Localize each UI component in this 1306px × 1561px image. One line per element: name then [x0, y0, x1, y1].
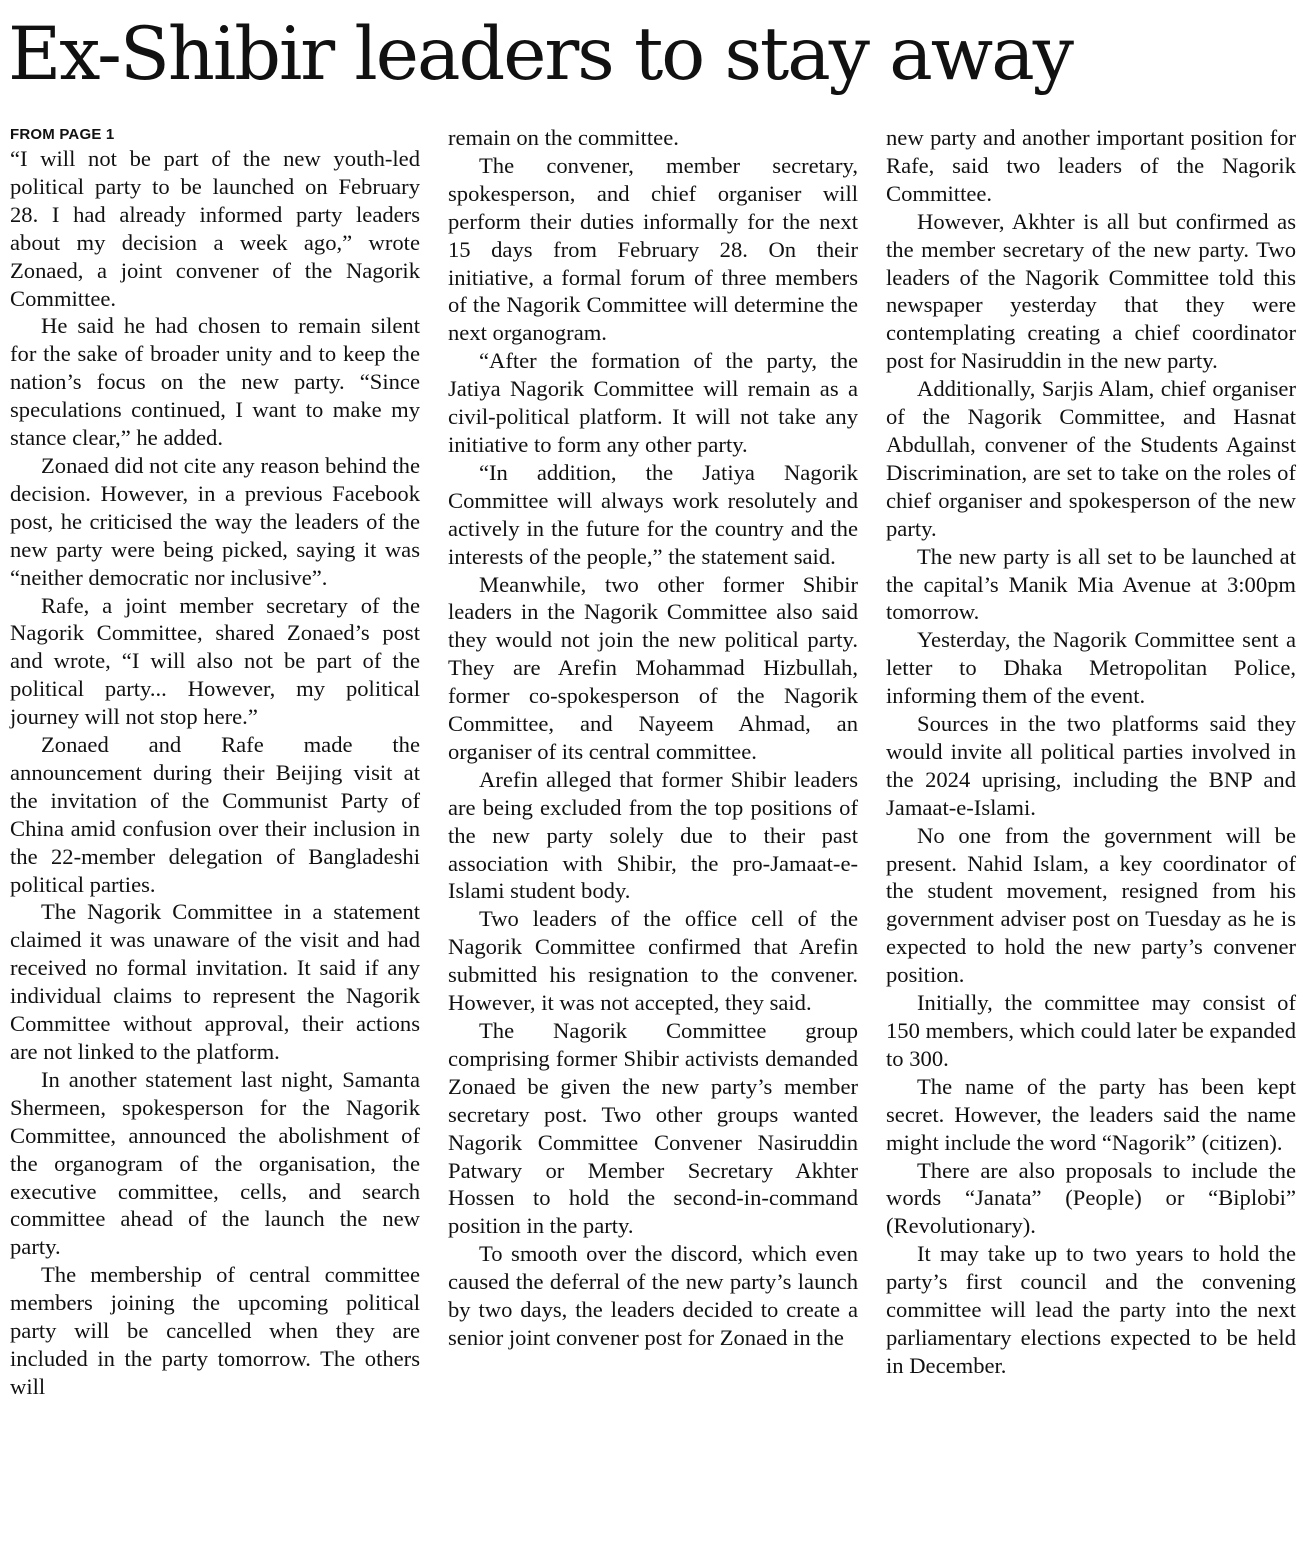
paragraph: The convener, member secretary, spokesperson, and chief organiser will perform their duties informally for the next 15 days from February 28. On their initiative, a formal forum of three members of the Nagorik Committee will determine the next organogram. — [448, 152, 858, 346]
paragraph: Arefin alleged that former Shibir leaders are being excluded from the top positions of the new party solely due to their past association with Shibir, the pro-Jamaat-e-Islami student body. — [448, 766, 858, 904]
paragraph: The membership of central committee members joining the upcoming political party will be cancelled when they are included in the party tomorrow. The others will — [10, 1262, 420, 1399]
paragraph: Zonaed and Rafe made the announcement during their Beijing visit at the invitation of the Communist Party of China amid confusion over their inclusion in the 22-member delegation of Bangladeshi political parties. — [10, 732, 420, 897]
paragraph: The name of the party has been kept secret. However, the leaders said the name might include the word “Nagorik” (citizen). — [886, 1073, 1296, 1155]
paragraph: Two leaders of the office cell of the Nagorik Committee confirmed that Arefin submitted his resignation to the convener. However, it was not accepted, they said. — [448, 906, 858, 1016]
paragraph: Yesterday, the Nagorik Committee sent a letter to Dhaka Metropolitan Police, informing them of the event. — [886, 627, 1296, 709]
dateline: FROM PAGE 1 — [10, 126, 115, 143]
paragraph: To smooth over the discord, which even caused the deferral of the new party’s launch by two days, the leaders decided to create a senior joint convener post for Zonaed in the — [448, 1241, 858, 1350]
article-column-1 — [10, 124, 420, 1401]
article-column-3 — [886, 124, 1296, 1380]
paragraph-continued: remain on the committee. — [448, 125, 679, 150]
paragraph: “In addition, the Jatiya Nagorik Committee will always work resolutely and actively in the future for the country and the interests of the people,” the statement said. — [448, 459, 858, 569]
paragraph: In another statement last night, Samanta Shermeen, spokesperson for the Nagorik Committee, announced the abolishment of the organogram of the organisation, the executive committee, cells, and search committee ahead of the launch the new party. — [10, 1066, 420, 1260]
paragraph: It may take up to two years to hold the party’s first council and the convening committee will lead the party into the next parliamentary elections expected to be held in December. — [886, 1241, 1296, 1378]
article-column-2 — [448, 124, 858, 1352]
paragraph: Meanwhile, two other former Shibir leaders in the Nagorik Committee also said they would not join the new political party. They are Arefin Mohammad Hizbullah, former co-spokesperson of the Nagorik Committee, and Nayeem Ahmad, an organiser of its central committee. — [448, 571, 858, 764]
paragraph: Initially, the committee may consist of 150 members, which could later be expanded to 300. — [886, 990, 1296, 1071]
paragraph: Sources in the two platforms said they would invite all political parties involved in the 2024 uprising, including the BNP and Jamaat-e-Islami. — [886, 711, 1296, 820]
paragraph: The Nagorik Committee in a statement claimed it was unaware of the visit and had received no formal invitation. It said if any individual claims to represent the Nagorik Committee without approval, their actions are not linked to the platform. — [10, 899, 420, 1064]
paragraph: He said he had chosen to remain silent for the sake of broader unity and to keep the nation’s focus on the new party. “Since speculations continued, I want to make my stance clear,” he added. — [10, 313, 420, 451]
paragraph: Zonaed did not cite any reason behind the decision. However, in a previous Facebook post, he criticised the way the leaders of the new party were being picked, saying it was “neither democratic nor inclusive”. — [10, 452, 420, 590]
paragraph: However, Akhter is all but confirmed as the member secretary of the new party. Two leaders of the Nagorik Committee told this newspaper yesterday that they were contemplating creating a chief coordinator post for Nasiruddin in the new party. — [886, 208, 1296, 374]
paragraph: “After the formation of the party, the Jatiya Nagorik Committee will remain as a civil-political platform. It will not take any initiative to form any other party. — [448, 348, 858, 457]
paragraph: There are also proposals to include the words “Janata” (People) or “Biplobi” (Revolutionary). — [886, 1157, 1296, 1239]
paragraph: The new party is all set to be launched at the capital’s Manik Mia Avenue at 3:00pm tomorrow. — [886, 543, 1296, 625]
paragraph: The Nagorik Committee group comprising former Shibir activists demanded Zonaed be given the new party’s member secretary post. Two other groups wanted Nagorik Committee Convener Nasiruddin Patwary or Member Secretary Akhter Hossen to hold the second-in-command position in the party. — [448, 1018, 858, 1239]
paragraph: Additionally, Sarjis Alam, chief organiser of the Nagorik Committee, and Hasnat Abdullah, convener of the Students Against Discrimination, are set to take on the roles of chief organiser and spokesperson of the new party. — [886, 376, 1296, 541]
headline: Ex-Shibir leaders to stay away — [8, 12, 1072, 97]
paragraph: Rafe, a joint member secretary of the Nagorik Committee, shared Zonaed’s post and wrote, “I will also not be part of the political party... However, my political journey will not stop here.” — [10, 592, 420, 730]
paragraph: No one from the government will be present. Nahid Islam, a key coordinator of the student movement, resigned from his government adviser post on Tuesday as he is expected to hold the new party’s convener position. — [886, 822, 1296, 988]
paragraph-continued: new party and another important position for Rafe, said two leaders of the Nagorik Committee. — [886, 125, 1296, 206]
paragraph: “I will not be part of the new youth-led political party to be launched on February 28. I had already informed party leaders about my decision a week ago,” wrote Zonaed, a joint convener of the Nagorik Committee. — [10, 146, 420, 311]
